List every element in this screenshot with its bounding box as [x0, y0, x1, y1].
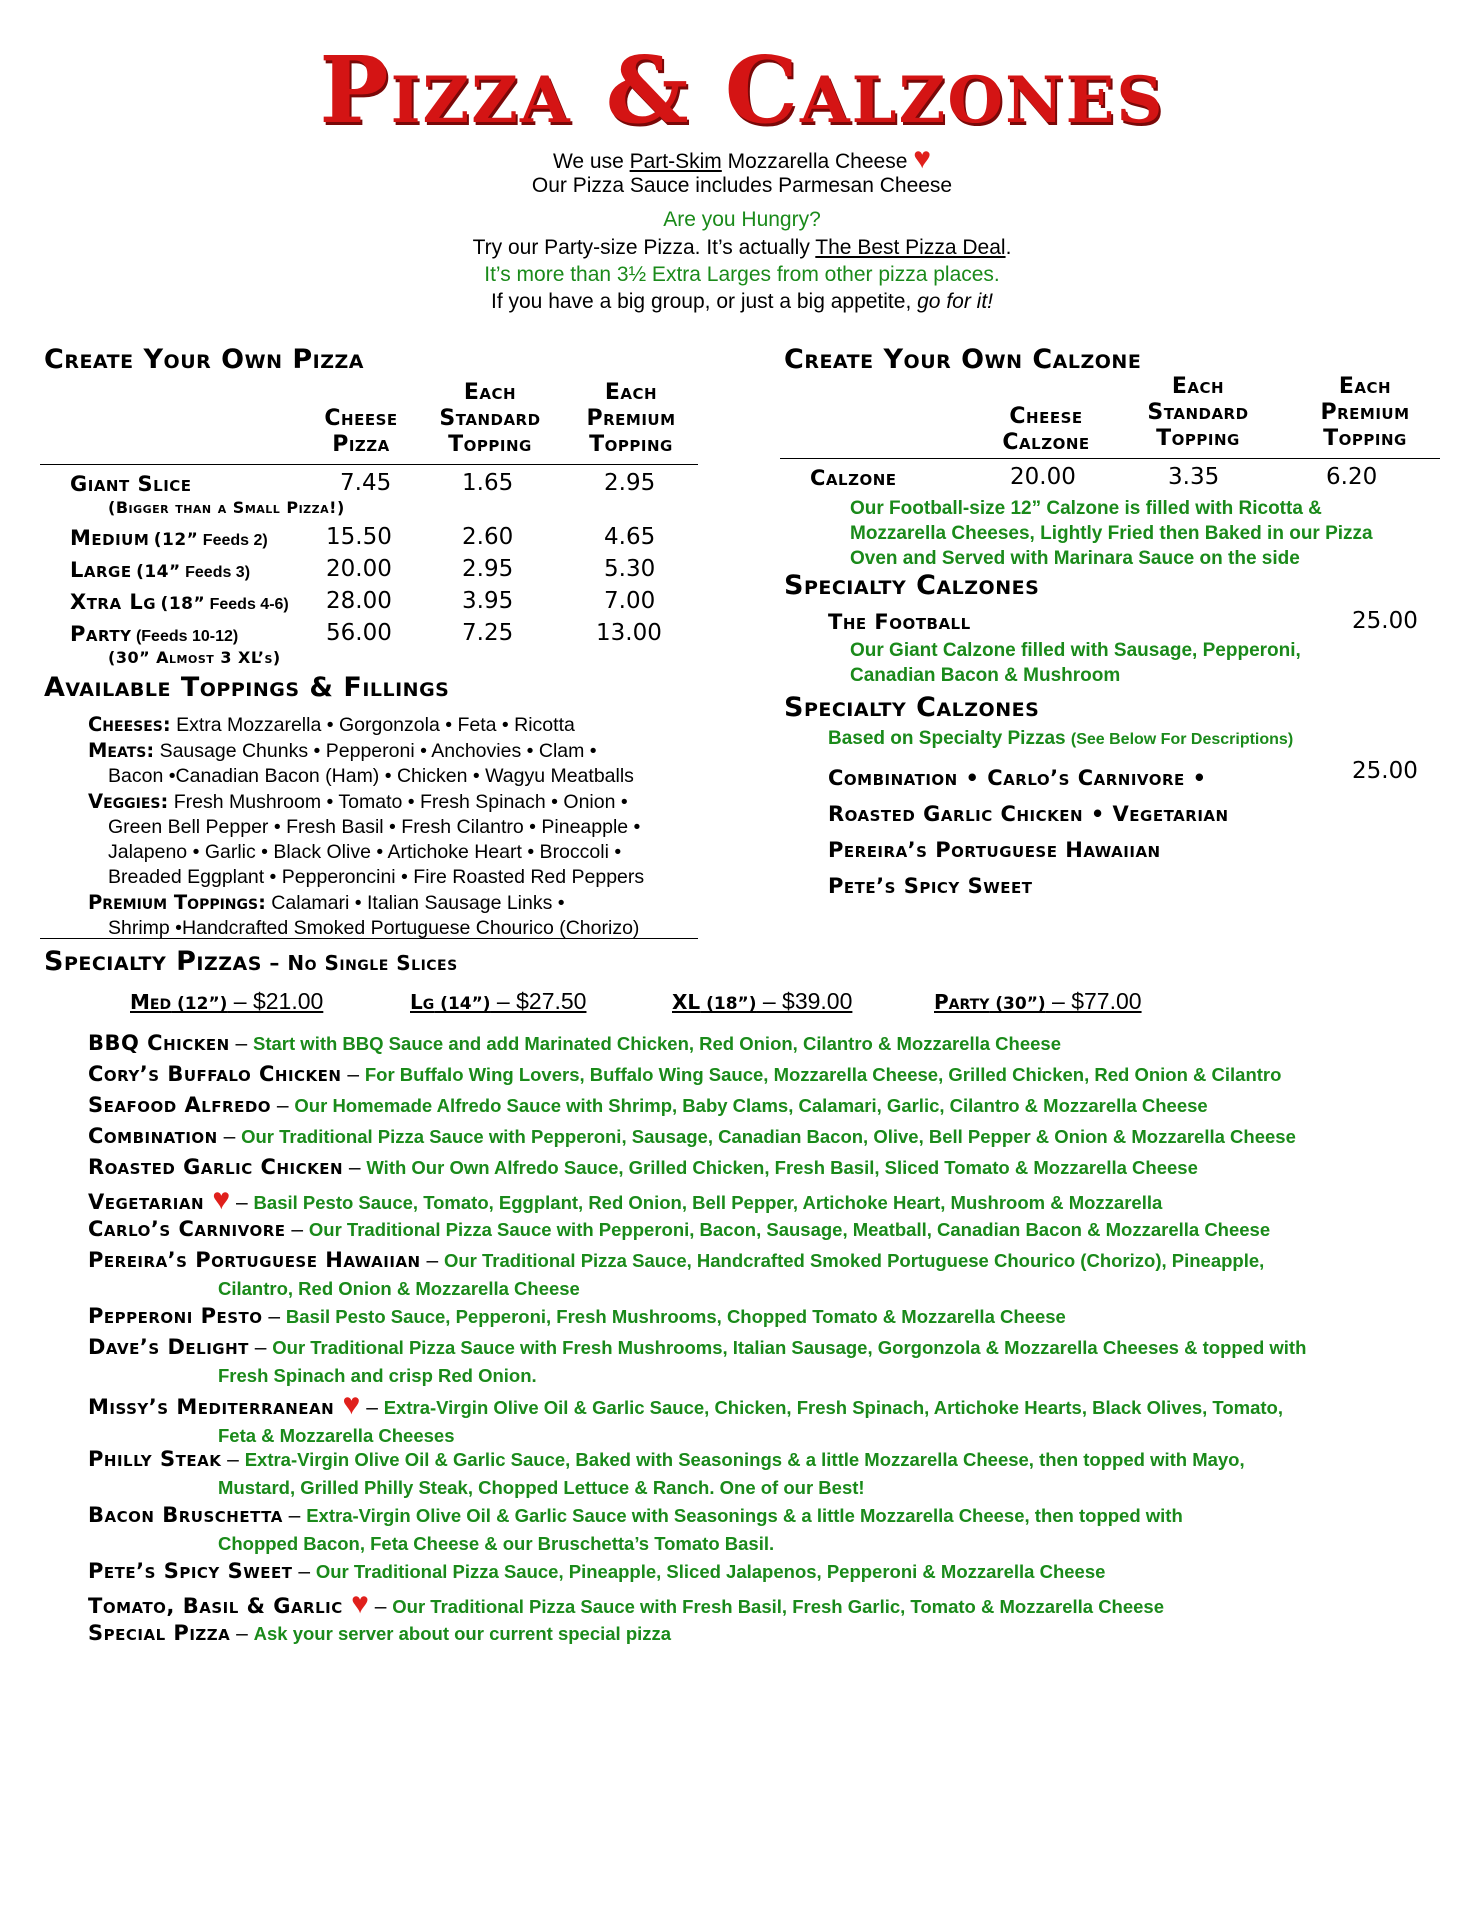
- row-label: [70, 590, 289, 614]
- toppings-line: [88, 840, 708, 865]
- pizza-description: Our Traditional Pizza Sauce with Fresh Basil, Fresh Garlic, Tomato & Mozzarella Cheese: [392, 1596, 1165, 1617]
- football-price: 25.00: [1352, 608, 1418, 634]
- premium-price: 7.00: [604, 588, 656, 614]
- pizza-name: Cory’s Buffalo Chicken: [88, 1062, 342, 1086]
- toppings-text: Jalapeno • Garlic • Black Olive • Artichoke Heart • Broccoli •: [108, 841, 622, 863]
- table-row: [810, 464, 1450, 496]
- size-inches: (30”): [989, 994, 1046, 1014]
- intro-group-line: [0, 288, 1484, 316]
- list-item: [88, 1061, 1428, 1090]
- row-note: (Bigger than a Small Pizza!): [108, 498, 345, 517]
- specialty-calzones-heading: Specialty Calzones: [784, 570, 1040, 601]
- size-price: – $77.00: [1045, 988, 1142, 1014]
- specialty-calzone-price: 25.00: [1352, 758, 1418, 784]
- toppings-line: [88, 815, 708, 840]
- toppings-text: Calamari • Italian Sausage Links •: [265, 892, 565, 914]
- pizza-description-cont: Cilantro, Red Onion & Mozzarella Cheese: [218, 1278, 580, 1299]
- heading-text: Specialty Pizzas: [44, 946, 262, 977]
- cheese-price: 20.00: [1010, 464, 1076, 490]
- cheese-price: 56.00: [326, 620, 392, 646]
- standard-price: 1.65: [462, 470, 514, 496]
- intro-text: Mozzarella Cheese: [721, 150, 908, 173]
- pizza-description: Start with BBQ Sauce and add Marinated Chicken, Red Onion, Cilantro & Mozzarella Cheese: [253, 1033, 1061, 1054]
- dash-separator: –: [221, 1448, 245, 1471]
- dash-separator: –: [262, 1305, 286, 1328]
- row-name: Calzone: [810, 466, 897, 490]
- row-name: Medium: [70, 526, 150, 550]
- pizza-col-standard: [420, 380, 560, 458]
- intro-italic: go for it!: [917, 290, 993, 313]
- dash-separator: –: [271, 1094, 295, 1117]
- pizza-name: Missy’s Mediterranean: [88, 1395, 335, 1419]
- pizza-description: Ask your server about our current special pizza: [253, 1623, 672, 1644]
- dash-separator: –: [360, 1396, 384, 1419]
- toppings-text: Extra Mozzarella • Gorgonzola • Feta • Ricotta: [170, 714, 575, 736]
- pizza-name: Pete’s Spicy Sweet: [88, 1559, 293, 1583]
- dash-separator: –: [248, 1336, 273, 1359]
- desc-line: Canadian Bacon & Mushroom: [850, 665, 1121, 686]
- col-head-text: Cheese: [1009, 404, 1083, 429]
- pizza-name: Special Pizza: [88, 1621, 231, 1645]
- intro-party-line: [0, 234, 1484, 262]
- pizza-description: With Our Own Alfredo Sauce, Grilled Chicken, Fresh Basil, Sliced Tomato & Mozzarella Cheese: [366, 1157, 1198, 1178]
- list-item: [88, 1030, 1428, 1059]
- heart-icon: ♥: [204, 1183, 231, 1216]
- table-row: [70, 588, 710, 620]
- dash-separator: –: [285, 1218, 309, 1241]
- pizza-description: Our Traditional Pizza Sauce with Pepperoni, Sausage, Canadian Bacon, Olive, Bell Pepper & Onion & Mozzarella Cheese: [241, 1126, 1296, 1147]
- toppings-line: [88, 738, 708, 764]
- list-item: [88, 1390, 1428, 1449]
- size-price-med: [130, 988, 323, 1015]
- toppings-line: [88, 890, 708, 916]
- intro-sauce-line: Our Pizza Sauce includes Parmesan Cheese: [531, 174, 953, 197]
- dash-separator: –: [420, 1249, 444, 1272]
- col-head-text: Standard: [1147, 400, 1249, 425]
- toppings-line: [88, 865, 708, 890]
- intro-text: Try our Party-size Pizza. It’s actually: [472, 236, 816, 259]
- premium-price: 13.00: [596, 620, 662, 646]
- row-feeds: Feeds 3): [180, 564, 251, 581]
- col-head-text: Each: [1338, 374, 1392, 399]
- dash-separator: –: [282, 1504, 307, 1527]
- col-head-text: Each: [463, 380, 517, 405]
- calzone-col-premium: [1300, 374, 1430, 452]
- col-head-text: Topping: [1156, 426, 1240, 451]
- toppings-text: Breaded Eggplant • Pepperoncini • Fire Roasted Red Peppers: [108, 866, 645, 888]
- row-size: (14”: [136, 562, 181, 582]
- pizza-name: Roasted Garlic Chicken: [88, 1155, 344, 1179]
- pizza-description-cont: Mustard, Grilled Philly Steak, Chopped Lettuce & Ranch. One of our Best!: [218, 1477, 865, 1498]
- dash-separator: –: [368, 1595, 393, 1618]
- list-item: [88, 1334, 1428, 1389]
- list-item: [88, 1185, 1428, 1218]
- toppings-text: Bacon •Canadian Bacon (Ham) • Chicken • Wagyu Meatballs: [108, 765, 634, 787]
- size-price: – $21.00: [227, 988, 324, 1014]
- pizza-name: Carlo’s Carnivore: [88, 1217, 286, 1241]
- pizza-name: Bacon Bruschetta: [88, 1503, 283, 1527]
- toppings-rule: [40, 938, 698, 939]
- size-label: Lg: [410, 990, 435, 1014]
- toppings-label: Premium Toppings:: [88, 891, 266, 914]
- size-inches: (12”): [171, 994, 228, 1014]
- list-item: [88, 1446, 1428, 1501]
- dash-separator: –: [217, 1125, 242, 1148]
- football-name: The Football: [828, 610, 971, 634]
- row-label: [70, 558, 250, 582]
- list-item: [88, 1154, 1428, 1183]
- size-price-xl: [672, 988, 852, 1015]
- list-item: [88, 1303, 1428, 1332]
- col-head-text: Calzone: [1002, 430, 1090, 455]
- list-item: [88, 1092, 1428, 1121]
- table-row: [70, 556, 710, 588]
- toppings-label: Meats:: [88, 739, 155, 762]
- col-head-text: Topping: [448, 432, 532, 457]
- col-head-text: Premium: [586, 406, 676, 431]
- col-head-text: Premium: [1320, 400, 1410, 425]
- row-size: (12”: [153, 530, 199, 550]
- dash-separator: –: [341, 1063, 365, 1086]
- list-item: [88, 1620, 1428, 1649]
- size-inches: (18”): [700, 994, 757, 1014]
- row-name: Giant Slice: [70, 472, 192, 496]
- cheese-price: 7.45: [340, 470, 392, 496]
- pizza-description: Extra-Virgin Olive Oil & Garlic Sauce, Chicken, Fresh Spinach, Artichoke Hearts, Black Olives, Tomato,: [383, 1397, 1283, 1418]
- intro-underlined: The Best Pizza Deal: [815, 236, 1006, 259]
- dash-separator: –: [292, 1560, 316, 1583]
- pizza-name: Seafood Alfredo: [88, 1093, 272, 1117]
- pizza-name: Philly Steak: [88, 1447, 222, 1471]
- dash-separator: –: [343, 1156, 367, 1179]
- heart-icon: ♥: [342, 1587, 369, 1620]
- pizza-description: Our Traditional Pizza Sauce, Handcrafted Smoked Portuguese Chourico (Chorizo), Pineapple,: [443, 1250, 1265, 1271]
- desc-line: Oven and Served with Marinara Sauce on the side: [850, 548, 1300, 569]
- pizza-description: Basil Pesto Sauce, Pepperoni, Fresh Mushrooms, Chopped Tomato & Mozzarella Cheese: [285, 1306, 1066, 1327]
- calzone-heading: Create Your Own Calzone: [784, 344, 1142, 375]
- heart-icon: ♥: [913, 142, 932, 175]
- heart-icon: ♥: [334, 1388, 361, 1421]
- standard-price: 2.60: [462, 524, 514, 550]
- intro-underlined: Part-Skim: [629, 150, 722, 173]
- standard-price: 7.25: [462, 620, 514, 646]
- size-label: Party: [934, 990, 990, 1014]
- dash-separator: –: [230, 1191, 254, 1214]
- toppings-text: Sausage Chunks • Pepperoni • Anchovies • Clam •: [154, 740, 597, 762]
- specialty-calzone-list: [828, 760, 1229, 904]
- list-item: [88, 1589, 1428, 1622]
- pizza-heading: Create Your Own Pizza: [44, 344, 364, 375]
- pizza-name: Vegetarian: [88, 1190, 205, 1214]
- row-label: [70, 526, 268, 550]
- toppings-label: Veggies:: [88, 790, 169, 813]
- pizza-name: Tomato, Basil & Garlic: [88, 1594, 343, 1618]
- calzone-table-rule: [780, 458, 1440, 459]
- pizza-description: Our Homemade Alfredo Sauce with Shrimp, Baby Clams, Calamari, Garlic, Cilantro & Mozzarella Cheese: [294, 1095, 1208, 1116]
- list-item: [88, 1247, 1428, 1302]
- row-size: (Feeds 10-12): [135, 628, 239, 645]
- cheese-price: 15.50: [326, 524, 392, 550]
- list-item: Pete’s Spicy Sweet: [828, 874, 1033, 898]
- row-feeds: Feeds 4-6): [205, 596, 289, 613]
- col-head-text: Topping: [1323, 426, 1407, 451]
- cheese-price: 20.00: [326, 556, 392, 582]
- intro-compare-line: It’s more than 3½ Extra Larges from other pizza places.: [484, 263, 1000, 286]
- row-note: (30” Almost 3 XL’s): [108, 648, 281, 667]
- pizza-name: Dave’s Delight: [88, 1335, 249, 1359]
- toppings-text: Fresh Mushroom • Tomato • Fresh Spinach • Onion •: [168, 791, 628, 813]
- specialty-calzones-subtitle: [828, 726, 1293, 752]
- specialty-pizzas-heading: [44, 946, 458, 977]
- standard-price: 3.35: [1168, 464, 1220, 490]
- pizza-description: Our Traditional Pizza Sauce with Pepperoni, Bacon, Sausage, Meatball, Canadian Bacon & Mozzarella Cheese: [308, 1219, 1271, 1240]
- toppings-text: Shrimp •Handcrafted Smoked Portuguese Chourico (Chorizo): [108, 917, 640, 939]
- col-head-text: Cheese: [324, 406, 398, 431]
- premium-price: 5.30: [604, 556, 656, 582]
- subtitle-text: Based on Specialty Pizzas: [828, 728, 1071, 749]
- pizza-name: Combination: [88, 1124, 218, 1148]
- pizza-name: Pereira’s Portuguese Hawaiian: [88, 1248, 421, 1272]
- size-price: – $27.50: [490, 988, 587, 1014]
- pizza-description: Extra-Virgin Olive Oil & Garlic Sauce, Baked with Seasonings & a little Mozzarella Cheese, then topped with Mayo,: [244, 1449, 1245, 1470]
- pizza-description: Our Traditional Pizza Sauce with Fresh Mushrooms, Italian Sausage, Gorgonzola & Mozzarella Cheeses & topped with: [272, 1337, 1307, 1358]
- desc-line: Mozzarella Cheeses, Lightly Fried then Baked in our Pizza: [850, 523, 1373, 544]
- pizza-description-cont: Fresh Spinach and crisp Red Onion.: [218, 1365, 537, 1386]
- list-item: [88, 1216, 1428, 1245]
- pizza-description-cont: Chopped Bacon, Feta Cheese & our Bruschetta’s Tomato Basil.: [218, 1533, 775, 1554]
- size-inches: (14”): [434, 994, 491, 1014]
- toppings-line: [88, 712, 708, 738]
- size-price: – $39.00: [756, 988, 853, 1014]
- toppings-label: Cheeses:: [88, 713, 171, 736]
- row-label: [70, 622, 238, 646]
- premium-price: 4.65: [604, 524, 656, 550]
- col-head-text: Pizza: [332, 432, 390, 457]
- toppings-line: [88, 789, 708, 815]
- col-head-text: Topping: [589, 432, 673, 457]
- pizza-description-cont: Feta & Mozzarella Cheeses: [218, 1425, 455, 1446]
- dash-separator: –: [229, 1032, 254, 1055]
- row-name: Large: [70, 558, 132, 582]
- list-item: [88, 1123, 1428, 1152]
- list-item: Combination • Carlo’s Carnivore •: [828, 766, 1207, 790]
- size-price-party: [934, 988, 1142, 1015]
- pizza-description: Our Traditional Pizza Sauce, Pineapple, Sliced Jalapenos, Pepperoni & Mozzarella Cheese: [315, 1561, 1106, 1582]
- size-price-lg: [410, 988, 586, 1015]
- intro-text: .: [1005, 236, 1012, 259]
- dash-separator: –: [230, 1622, 254, 1645]
- size-label: Med: [130, 990, 172, 1014]
- pizza-description: For Buffalo Wing Lovers, Buffalo Wing Sauce, Mozzarella Cheese, Grilled Chicken, Red Onion & Cilantro: [364, 1064, 1282, 1085]
- list-item: Roasted Garlic Chicken • Vegetarian: [828, 802, 1229, 826]
- intro-hungry-line: Are you Hungry?: [663, 208, 821, 231]
- list-item: Pereira’s Portuguese Hawaiian: [828, 838, 1161, 862]
- heading-sub: – No Single Slices: [261, 951, 458, 975]
- premium-price: 6.20: [1326, 464, 1378, 490]
- calzone-description: [850, 496, 1450, 571]
- football-description: [850, 638, 1410, 688]
- pizza-description: Basil Pesto Sauce, Tomato, Eggplant, Red Onion, Bell Pepper, Artichoke Heart, Mushroom & Mozzarella: [253, 1192, 1163, 1213]
- size-label: XL: [672, 990, 701, 1014]
- pizza-table-rule: [40, 464, 698, 465]
- col-head-text: Standard: [439, 406, 541, 431]
- toppings-text: Green Bell Pepper • Fresh Basil • Fresh Cilantro • Pineapple •: [108, 816, 641, 838]
- page-title: Pizza & Calzones: [319, 36, 1165, 144]
- pizza-col-premium: [566, 380, 696, 458]
- specialty-calzones-heading-2: Specialty Calzones: [784, 692, 1040, 723]
- pizza-name: Pepperoni Pesto: [88, 1304, 263, 1328]
- pizza-description: Extra-Virgin Olive Oil & Garlic Sauce with Seasonings & a little Mozzarella Cheese, then topped with: [306, 1505, 1183, 1526]
- row-size: (18”: [160, 594, 206, 614]
- pizza-col-cheese: [306, 406, 416, 458]
- desc-line: Our Football-size 12” Calzone is filled with Ricotta &: [850, 498, 1322, 519]
- table-row: [70, 524, 710, 556]
- toppings-heading: Available Toppings & Fillings: [44, 672, 450, 703]
- standard-price: 3.95: [462, 588, 514, 614]
- calzone-col-cheese: [986, 404, 1106, 456]
- row-feeds: Feeds 2): [198, 532, 268, 549]
- col-head-text: Each: [1171, 374, 1225, 399]
- calzone-col-standard: [1124, 374, 1272, 452]
- row-name: Party: [70, 622, 132, 646]
- pizza-name: BBQ Chicken: [88, 1031, 230, 1055]
- row-name: Xtra Lg: [70, 590, 157, 614]
- cheese-price: 28.00: [326, 588, 392, 614]
- standard-price: 2.95: [462, 556, 514, 582]
- intro-text: We use: [552, 150, 630, 173]
- intro-text: If you have a big group, or just a big appetite,: [491, 290, 918, 313]
- col-head-text: Each: [604, 380, 658, 405]
- desc-line: Our Giant Calzone filled with Sausage, Pepperoni,: [850, 640, 1301, 661]
- premium-price: 2.95: [604, 470, 656, 496]
- toppings-line: [88, 764, 708, 789]
- list-item: [88, 1558, 1428, 1587]
- toppings-list: [88, 712, 708, 941]
- list-item: [88, 1502, 1428, 1557]
- subtitle-note: (See Below For Descriptions): [1070, 731, 1294, 748]
